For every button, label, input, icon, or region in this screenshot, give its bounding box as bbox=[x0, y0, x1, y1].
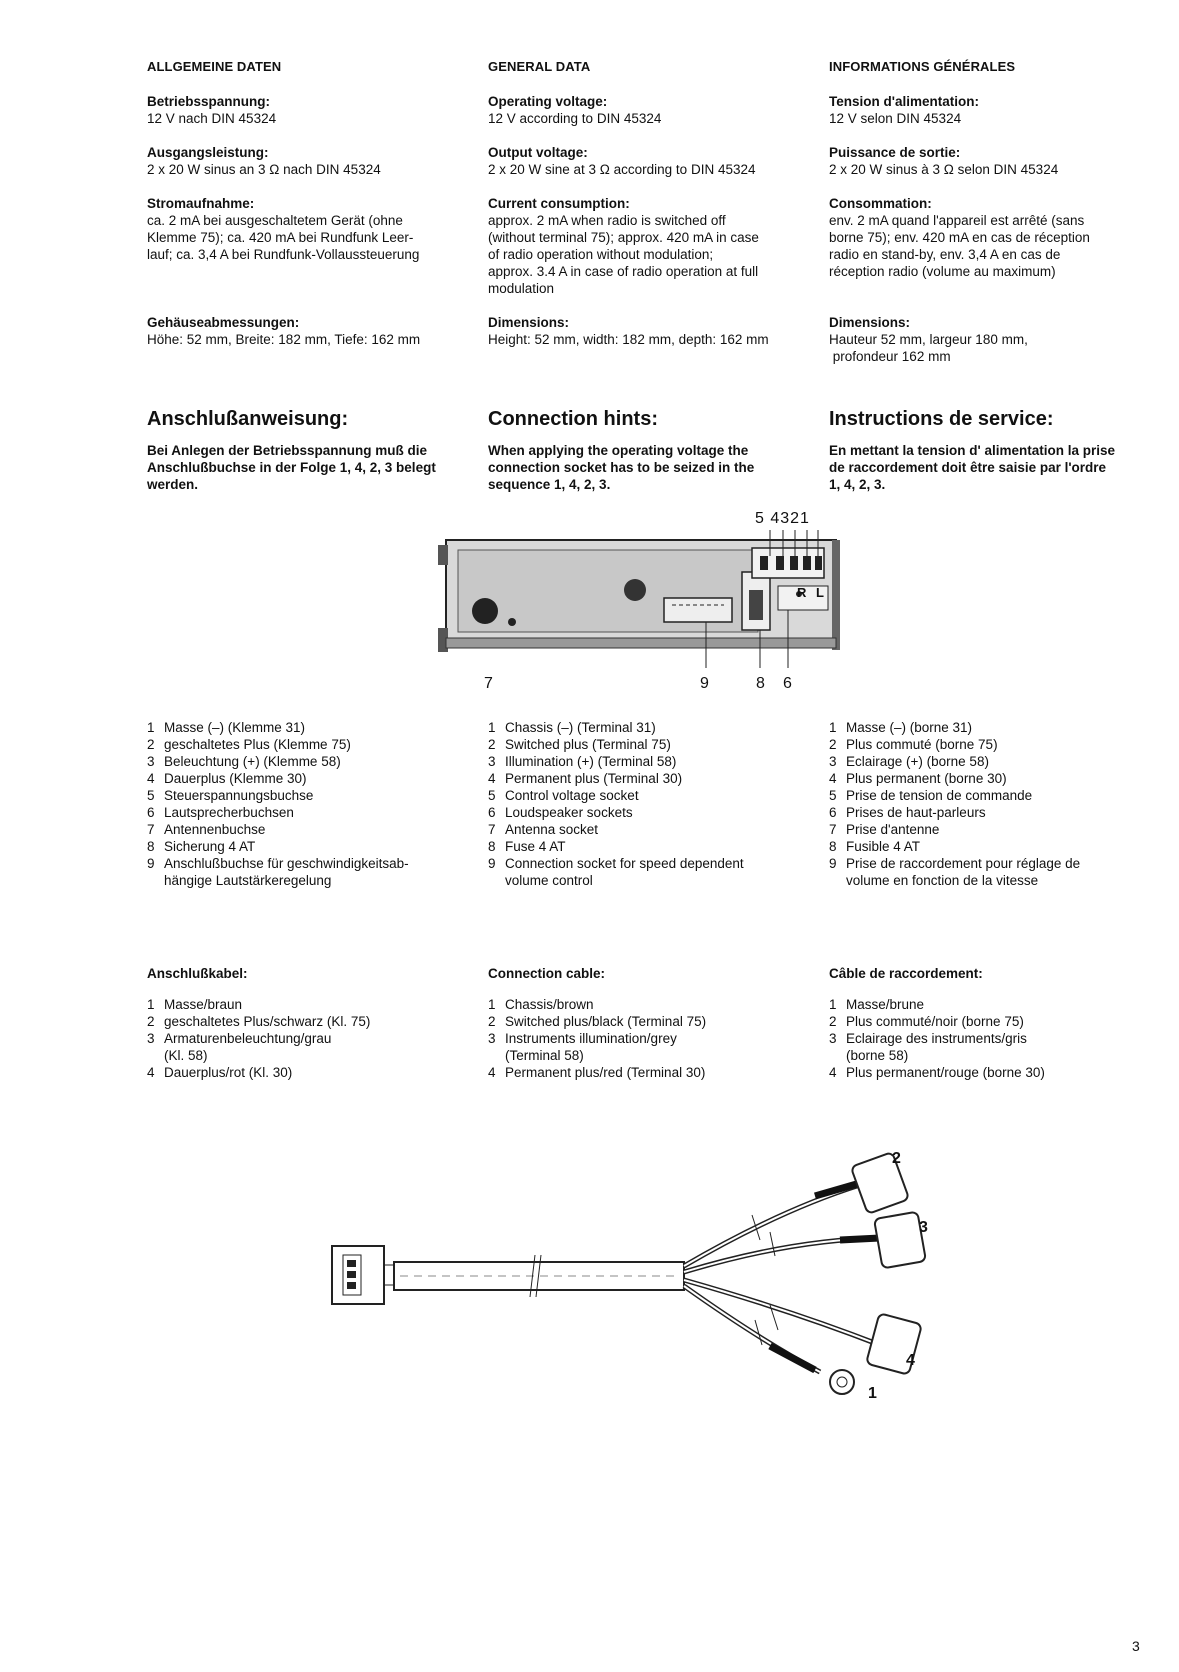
callout-9: 9 bbox=[700, 675, 709, 692]
line: werden. bbox=[147, 477, 199, 492]
item-number: 3 bbox=[488, 754, 496, 769]
item-number: 3 bbox=[829, 1031, 837, 1046]
item-text: geschaltetes Plus (Klemme 75) bbox=[164, 737, 351, 752]
item-text: Lautsprecherbuchsen bbox=[164, 805, 294, 820]
item-text: Loudspeaker sockets bbox=[505, 805, 633, 820]
item-number: 7 bbox=[488, 822, 496, 837]
wire-3-core bbox=[684, 1238, 880, 1272]
value-line: of radio operation without modulation; bbox=[488, 247, 714, 262]
item-number: 6 bbox=[147, 805, 155, 820]
plug-pin bbox=[347, 1282, 356, 1289]
line: Anschlußbuchse in der Folge 1, 4, 2, 3 belegt bbox=[147, 460, 436, 475]
item-number: 8 bbox=[829, 839, 837, 854]
item-text-line: Anschlußbuchse für geschwindigkeitsab- bbox=[164, 856, 409, 871]
section-title: GENERAL DATA bbox=[488, 59, 591, 74]
item-text: Permanent plus/red (Terminal 30) bbox=[505, 1065, 706, 1080]
item-text: Switched plus/black (Terminal 75) bbox=[505, 1014, 707, 1029]
item-text: Plus commuté (borne 75) bbox=[846, 737, 998, 752]
harness-label-1: 1 bbox=[868, 1385, 877, 1402]
item-text: Permanent plus (Terminal 30) bbox=[505, 771, 683, 786]
item-number: 5 bbox=[488, 788, 496, 803]
item-number: 4 bbox=[488, 771, 496, 786]
value-line: modulation bbox=[488, 281, 555, 296]
item-number: 2 bbox=[829, 1014, 837, 1029]
section-title: ALLGEMEINE DATEN bbox=[147, 59, 282, 74]
item-number: 2 bbox=[829, 737, 837, 752]
label: Dimensions: bbox=[488, 315, 570, 330]
value-line: (without terminal 75); approx. 420 mA in case bbox=[488, 230, 759, 245]
item-text-line: Prise de raccordement pour réglage de bbox=[846, 856, 1081, 871]
value-line: borne 75); env. 420 mA en cas de réception bbox=[829, 230, 1090, 245]
item-number: 8 bbox=[147, 839, 155, 854]
item-text: Fuse 4 AT bbox=[505, 839, 566, 854]
item-number: 7 bbox=[829, 822, 837, 837]
value-line: lauf; ca. 3,4 A bei Rundfunk-Vollaussteuerung bbox=[147, 247, 420, 262]
value-line: ca. 2 mA bei ausgeschaltetem Gerät (ohne bbox=[147, 213, 403, 228]
value-line: profondeur 162 mm bbox=[829, 349, 951, 364]
item-number: 6 bbox=[829, 805, 837, 820]
wire-4 bbox=[684, 1280, 880, 1345]
value: 2 x 20 W sinus à 3 Ω selon DIN 45324 bbox=[829, 162, 1059, 177]
value-line: env. 2 mA quand l'appareil est arrêté (sans bbox=[829, 213, 1085, 228]
panel-mark-l: L bbox=[816, 585, 824, 600]
item-text: Sicherung 4 AT bbox=[164, 839, 256, 854]
item-number: 1 bbox=[147, 720, 155, 735]
item-text-line: volume control bbox=[505, 873, 593, 888]
line: sequence 1, 4, 2, 3. bbox=[488, 477, 611, 492]
plug-pin bbox=[347, 1260, 356, 1267]
top-callout-numbers: 5 4321 bbox=[755, 510, 810, 527]
label: Dimensions: bbox=[829, 315, 911, 330]
item-text: geschaltetes Plus/schwarz (Kl. 75) bbox=[164, 1014, 371, 1029]
item-text: Eclairage (+) (borne 58) bbox=[846, 754, 989, 769]
item-text: Masse (–) (borne 31) bbox=[846, 720, 973, 735]
item-number: 4 bbox=[147, 1065, 155, 1080]
line: de raccordement doit être saisie par l'ordre bbox=[829, 460, 1107, 475]
label: Betriebsspannung: bbox=[147, 94, 271, 109]
line: connection socket has to be seized in the bbox=[488, 460, 755, 475]
wire-2 bbox=[684, 1185, 860, 1266]
wire-3 bbox=[684, 1238, 880, 1272]
value: 2 x 20 W sinus an 3 Ω nach DIN 45324 bbox=[147, 162, 381, 177]
item-text: Dauerplus (Klemme 30) bbox=[164, 771, 307, 786]
item-text-line: Armaturenbeleuchtung/grau bbox=[164, 1031, 332, 1046]
item-number: 1 bbox=[488, 997, 496, 1012]
item-text-line: (borne 58) bbox=[846, 1048, 909, 1063]
item-text: Antenna socket bbox=[505, 822, 599, 837]
item-text: Prise de tension de commande bbox=[846, 788, 1033, 803]
item-text-line: Connection socket for speed dependent bbox=[505, 856, 744, 871]
item-text: Switched plus (Terminal 75) bbox=[505, 737, 671, 752]
harness-label-4: 4 bbox=[906, 1352, 915, 1369]
item-number: 5 bbox=[829, 788, 837, 803]
item-text-line: hängige Lautstärkeregelung bbox=[164, 873, 332, 888]
value-line: approx. 2 mA when radio is switched off bbox=[488, 213, 726, 228]
value: 12 V according to DIN 45324 bbox=[488, 111, 662, 126]
value: 2 x 20 W sine at 3 Ω according to DIN 45324 bbox=[488, 162, 756, 177]
page-number: 3 bbox=[1132, 1638, 1140, 1654]
item-text-line: Instruments illumination/grey bbox=[505, 1031, 677, 1046]
item-number: 9 bbox=[488, 856, 496, 871]
item-number: 2 bbox=[147, 737, 155, 752]
item-text: Masse/braun bbox=[164, 997, 243, 1012]
label: Gehäuseabmessungen: bbox=[147, 315, 300, 330]
item-number: 1 bbox=[829, 720, 837, 735]
heading: Anschlußanweisung: bbox=[147, 408, 349, 430]
item-text: Chassis (–) (Terminal 31) bbox=[505, 720, 656, 735]
item-text: Prises de haut-parleurs bbox=[846, 805, 986, 820]
item-text-line: Eclairage des instruments/gris bbox=[846, 1031, 1027, 1046]
item-number: 2 bbox=[488, 1014, 496, 1029]
label: Operating voltage: bbox=[488, 94, 608, 109]
item-text: Plus permanent/rouge (borne 30) bbox=[846, 1065, 1045, 1080]
heading: Connection hints: bbox=[488, 408, 658, 430]
item-number: 8 bbox=[488, 839, 496, 854]
heading: Instructions de service: bbox=[829, 408, 1054, 430]
label: Puissance de sortie: bbox=[829, 145, 961, 160]
label: Stromaufnahme: bbox=[147, 196, 255, 211]
item-text: Control voltage socket bbox=[505, 788, 639, 803]
item-text: Fusible 4 AT bbox=[846, 839, 921, 854]
value: 12 V selon DIN 45324 bbox=[829, 111, 962, 126]
label: Output voltage: bbox=[488, 145, 588, 160]
callout-6: 6 bbox=[783, 675, 792, 692]
value-line: Klemme 75); ca. 420 mA bei Rundfunk Leer- bbox=[147, 230, 414, 245]
cable-title: Câble de raccordement: bbox=[829, 966, 983, 981]
item-text: Chassis/brown bbox=[505, 997, 594, 1012]
line: Bei Anlegen der Betriebsspannung muß die bbox=[147, 443, 428, 458]
item-text-line: volume en fonction de la vitesse bbox=[846, 873, 1039, 888]
item-number: 1 bbox=[147, 997, 155, 1012]
item-number: 4 bbox=[829, 1065, 837, 1080]
item-text: Plus commuté/noir (borne 75) bbox=[846, 1014, 1024, 1029]
item-text: Illumination (+) (Terminal 58) bbox=[505, 754, 677, 769]
item-text: Dauerplus/rot (Kl. 30) bbox=[164, 1065, 293, 1080]
wire-1-sleeve bbox=[770, 1346, 815, 1370]
item-number: 6 bbox=[488, 805, 496, 820]
plug-pin bbox=[347, 1271, 356, 1278]
value-line: Hauteur 52 mm, largeur 180 mm, bbox=[829, 332, 1028, 347]
item-number: 2 bbox=[488, 737, 496, 752]
callout-7: 7 bbox=[484, 675, 493, 692]
label: Current consumption: bbox=[488, 196, 630, 211]
item-number: 1 bbox=[488, 720, 496, 735]
harness-label-3: 3 bbox=[919, 1219, 928, 1236]
cable-title: Connection cable: bbox=[488, 966, 606, 981]
wire-3-sleeve bbox=[840, 1238, 880, 1240]
item-text-line: (Kl. 58) bbox=[164, 1048, 208, 1063]
line: En mettant la tension d' alimentation la prise bbox=[829, 443, 1116, 458]
item-text: Beleuchtung (+) (Klemme 58) bbox=[164, 754, 341, 769]
line: When applying the operating voltage the bbox=[488, 443, 749, 458]
ring-hole bbox=[837, 1377, 847, 1387]
item-text: Plus permanent (borne 30) bbox=[846, 771, 1007, 786]
item-text: Masse (–) (Klemme 31) bbox=[164, 720, 306, 735]
item-number: 4 bbox=[488, 1065, 496, 1080]
value-line: Höhe: 52 mm, Breite: 182 mm, Tiefe: 162 mm bbox=[147, 332, 421, 347]
label: Tension d'alimentation: bbox=[829, 94, 979, 109]
value-line: approx. 3.4 A in case of radio operation at full bbox=[488, 264, 759, 279]
panel-mark-r: R bbox=[797, 585, 807, 600]
line: 1, 4, 2, 3. bbox=[829, 477, 886, 492]
callout-8: 8 bbox=[756, 675, 765, 692]
item-number: 3 bbox=[488, 1031, 496, 1046]
value-line: Height: 52 mm, width: 182 mm, depth: 162 mm bbox=[488, 332, 769, 347]
section-title: INFORMATIONS GÉNÉRALES bbox=[829, 59, 1016, 74]
item-number: 3 bbox=[147, 754, 155, 769]
cable-title: Anschlußkabel: bbox=[147, 966, 248, 981]
value: 12 V nach DIN 45324 bbox=[147, 111, 277, 126]
item-text: Steuerspannungsbuchse bbox=[164, 788, 314, 803]
label: Ausgangsleistung: bbox=[147, 145, 269, 160]
value-line: radio en stand-by, env. 3,4 A en cas de bbox=[829, 247, 1061, 262]
item-number: 4 bbox=[147, 771, 155, 786]
item-text: Antennenbuchse bbox=[164, 822, 266, 837]
item-number: 7 bbox=[147, 822, 155, 837]
item-number: 3 bbox=[147, 1031, 155, 1046]
item-number: 1 bbox=[829, 997, 837, 1012]
item-number: 3 bbox=[829, 754, 837, 769]
item-text-line: (Terminal 58) bbox=[505, 1048, 584, 1063]
item-text: Masse/brune bbox=[846, 997, 925, 1012]
harness-label-2: 2 bbox=[892, 1150, 901, 1167]
item-number: 2 bbox=[147, 1014, 155, 1029]
item-number: 9 bbox=[829, 856, 837, 871]
value-line: réception radio (volume au maximum) bbox=[829, 264, 1056, 279]
item-text: Prise d'antenne bbox=[846, 822, 940, 837]
item-number: 9 bbox=[147, 856, 155, 871]
label: Consommation: bbox=[829, 196, 932, 211]
item-number: 4 bbox=[829, 771, 837, 786]
item-number: 5 bbox=[147, 788, 155, 803]
